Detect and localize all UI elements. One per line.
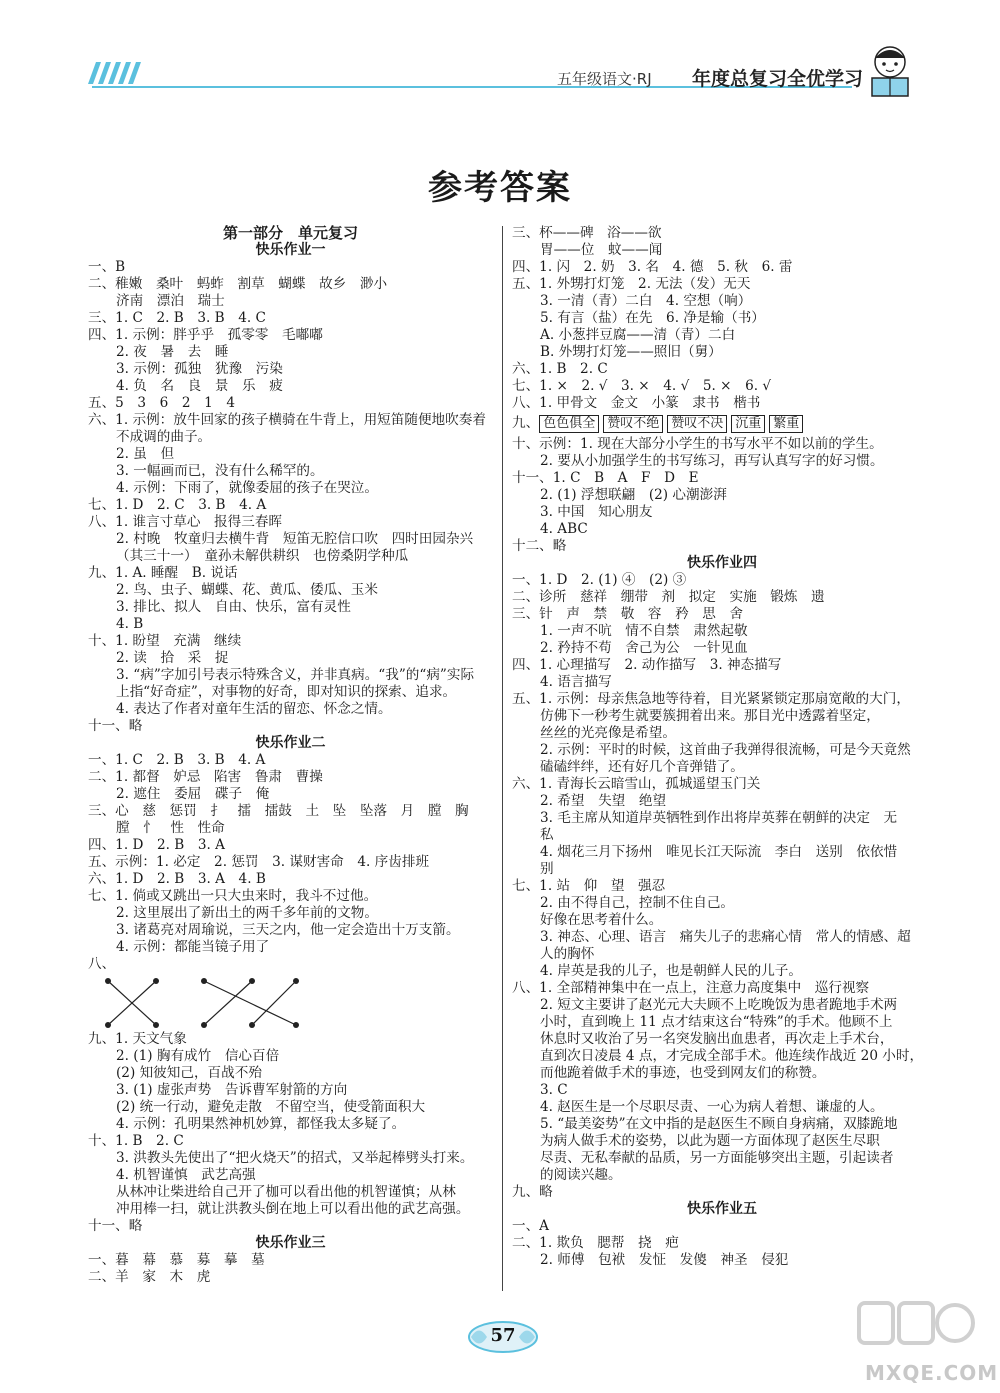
matching-dot xyxy=(249,1022,255,1028)
book-title: 年度总复习全优学习 xyxy=(692,68,864,90)
answer-line: 五、5 3 6 2 1 4 xyxy=(88,395,236,411)
matching-dot xyxy=(153,978,159,984)
matching-dot xyxy=(105,1022,111,1028)
matching-dot xyxy=(293,1022,299,1028)
answer-line: 六、1. 示例：放牛回家的孩子横骑在牛背上，用短笛随便地吹奏着 xyxy=(88,412,486,428)
matching-lines-diagram xyxy=(102,975,302,1031)
answer-line-continued: 2. 虽 但 xyxy=(116,446,175,462)
answer-line-continued: 4. 烟花三月下扬州 唯见长江天际流 李白 送别 依依惜 xyxy=(540,844,898,860)
answer-line-continued: 4. 负 名 良 景 乐 疲 xyxy=(116,378,283,394)
answer-line-continued: 2. 村晚 牧童归去横牛背 短笛无腔信口吹 四时田园杂兴 xyxy=(116,531,474,547)
answer-line: 七、1. × 2. √ 3. × 4. √ 5. × 6. √ xyxy=(512,378,772,394)
answer-line: 四、1. 闪 2. 奶 3. 名 4. 德 5. 秋 6. 雷 xyxy=(512,259,793,275)
answer-line: 十一、1. C B A F D E xyxy=(512,470,699,486)
page-header xyxy=(0,0,1000,110)
answer-line-continued: 冲用棒一扫，就让洪教头倒在地上可以看出他的武艺高强。 xyxy=(116,1201,470,1217)
answer-line-continued: 2. 希望 失望 绝望 xyxy=(540,793,667,809)
answer-line: 八、1. 全部精神集中在一点上，注意力高度集中 巡行视察 xyxy=(512,980,870,996)
answer-line: 四、1. 心理描写 2. 动作描写 3. 神态描写 xyxy=(512,657,782,673)
idiom-box: 沉重 xyxy=(731,415,765,433)
answer-line: 九、1. 天文气象 xyxy=(88,1031,187,1047)
matching-dot xyxy=(249,978,255,984)
answer-line-continued: 3. C xyxy=(540,1082,568,1098)
idiom-box: 色色俱全 xyxy=(539,415,599,433)
section-heading: 快乐作业二 xyxy=(255,735,326,751)
answer-line: 一、A xyxy=(512,1218,550,1234)
answer-line: 十、1. 盼望 充满 继续 xyxy=(88,633,242,649)
answer-line-continued: 4. 机智谨慎 武艺高强 xyxy=(116,1167,256,1183)
answer-line-continued: 胃——位 蚊——闻 xyxy=(540,242,663,258)
answer-line-continued: 2. 要从小加强学生的书写练习，再写认真写字的好习惯。 xyxy=(540,453,884,469)
answer-line: 二、羊 家 木 虎 xyxy=(88,1269,211,1285)
answer-line-continued: 2. 由不得自己，控制不住自己。 xyxy=(540,895,735,911)
answer-line-continued: 3. 洪教头先使出了“把火烧天”的招式，又举起棒劈头打来。 xyxy=(116,1150,474,1166)
page-number: 57 xyxy=(490,1325,516,1346)
answer-line-continued: 私 xyxy=(540,827,554,843)
idiom-box: 赞叹不决 xyxy=(667,415,727,433)
answer-line: 一、1. D 2. (1) ④ (2) ③ xyxy=(512,572,687,588)
watermark-text: MXQE.COM xyxy=(865,1361,999,1385)
page-title: 参考答案 xyxy=(428,168,572,208)
answer-line: 八、1. 谁言寸草心 报得三春晖 xyxy=(88,514,283,530)
answer-line: 七、1. D 2. C 3. B 4. A xyxy=(88,497,267,513)
section-heading: 快乐作业一 xyxy=(255,242,326,258)
answer-line: 三、杯——碑 浴——欲 xyxy=(512,225,662,241)
answer-line-continued: 不成调的曲子。 xyxy=(116,429,212,445)
answer-line-continued: 2. 鸟、虫子、蝴蝶、花、黄瓜、倭瓜、玉米 xyxy=(116,582,378,598)
answer-line-continued: B. 外甥打灯笼——照旧（舅） xyxy=(540,344,722,360)
answer-line: 六、1. B 2. C xyxy=(512,361,608,377)
answer-line-continued: 丝丝的光亮像是希望。 xyxy=(540,725,676,741)
answer-line: 二、诊所 慈祥 绷带 剂 拟定 实施 锻炼 遗 xyxy=(512,589,825,605)
section-heading: 快乐作业五 xyxy=(687,1201,757,1217)
page-footer xyxy=(465,1318,541,1356)
answer-line-continued: 2. 遮住 委屈 碟子 俺 xyxy=(116,786,270,802)
answer-line-continued: 3. 神态、心理、语言 痛失儿子的悲痛心情 常人的情感、超 xyxy=(540,929,911,945)
answer-line: 七、1. 倘或又跳出一只大虫来时，我斗不过他。 xyxy=(88,888,378,904)
answer-line-continued: 3. (1) 虚张声势 告诉曹军射箭的方向 xyxy=(116,1082,348,1098)
answer-line-continued: 直到次日凌晨 4 点，才完成全部手术。他连续作战近 20 小时， xyxy=(540,1048,924,1064)
answer-line: 一、1. C 2. B 3. B 4. A xyxy=(88,752,266,768)
watermark-logo-icon xyxy=(855,1295,975,1361)
answer-line-continued: 为病人做手术的姿势，以此为题一方面体现了赵医生尽职 xyxy=(540,1133,880,1149)
matching-label: 八、 xyxy=(88,956,116,972)
answer-line: 八、1. 甲骨文 金文 小篆 隶书 楷书 xyxy=(512,395,761,411)
answer-line-continued: 济南 漂泊 瑞士 xyxy=(116,293,225,309)
header-stripes-decoration xyxy=(92,62,152,84)
answer-line-continued: 仿佛下一秒考生就要簇拥着出来。那目光中透露着坚定， xyxy=(540,708,880,724)
watermark xyxy=(855,1295,999,1385)
section-heading: 快乐作业三 xyxy=(255,1235,326,1251)
answer-line-continued: 4. 语言描写 xyxy=(540,674,612,690)
column-divider xyxy=(502,226,503,1291)
answer-column-right xyxy=(512,225,932,1269)
answer-line-continued: 5. 有言（盐）在先 6. 净是输（书） xyxy=(540,310,765,326)
answer-line-continued: 3. “病”字加引号表示特殊含义，并非真病。“我”的“病”实际 xyxy=(116,667,475,683)
answer-line-continued: 小时，直到晚上 11 点才结束这台“特殊”的手术。他顾不上 xyxy=(540,1014,893,1030)
answer-line-continued: 休息时又收治了另一名突发脑出血患者，再次走上手术台， xyxy=(540,1031,894,1047)
section-heading: 快乐作业四 xyxy=(687,555,757,571)
answer-line-continued: 膛 忄 性 性命 xyxy=(116,820,225,836)
answer-line-continued: 4. 表达了作者对童年生活的留恋、怀念之情。 xyxy=(116,701,392,717)
answer-line: 一、B xyxy=(88,259,126,275)
idiom-box: 繁重 xyxy=(769,415,803,433)
answer-line-continued: 而他跪着做手术的事迹，也受到网友们的称赞。 xyxy=(540,1065,826,1081)
idiom-boxes-question xyxy=(512,415,932,433)
matching-dot xyxy=(201,1022,207,1028)
answer-line-continued: 2. 短文主要讲了赵光元大夫顾不上吃晚饭为患者跪地手术两 xyxy=(540,997,898,1013)
answer-line: 二、1. 都督 妒忌 陷害 鲁肃 曹操 xyxy=(88,769,323,785)
answer-line: 四、1. 示例：胖乎乎 孤零零 毛嘟嘟 xyxy=(88,327,323,343)
reading-child-icon xyxy=(860,40,920,102)
answer-line-continued: 从林冲让柴进给自己开了枷可以看出他的机智谨慎；从林 xyxy=(116,1184,456,1200)
matching-line xyxy=(204,981,252,1025)
answer-line-continued: 尽责、无私奉献的品质，另一方面能够突出主题，引起读者 xyxy=(540,1150,894,1166)
answer-line: 五、1. 示例：母亲焦急地等待着，目光紧紧锁定那扇宽敞的大门， xyxy=(512,691,910,707)
answer-line: 十一、略 xyxy=(88,718,143,734)
answer-line: 二、1. 欺负 腮帮 挠 疤 xyxy=(512,1235,679,1251)
answer-line-continued: 2. 师傅 包袱 发怔 发傻 神圣 侵犯 xyxy=(540,1252,789,1268)
answer-line-continued: 4. 赵医生是一个尽职尽责、一心为病人着想、谦虚的人。 xyxy=(540,1099,884,1115)
answer-line: 五、1. 外甥打灯笼 2. 无法（发）无天 xyxy=(512,276,751,292)
answer-line: 九、1. A. 睡醒 B. 说话 xyxy=(88,565,238,581)
answer-line-continued: 5. “最美姿势”在文中指的是赵医生不顾自身病痛，双膝跪地 xyxy=(540,1116,898,1132)
answer-line: 三、1. C 2. B 3. B 4. C xyxy=(88,310,266,326)
idiom-boxes-label: 九、 xyxy=(512,415,540,431)
answer-line-continued: 4. 示例：孔明果然神机妙算，都怪我太多疑了。 xyxy=(116,1116,406,1132)
grade-label: 五年级语文·RJ xyxy=(557,70,652,88)
answer-line-continued: 3. 毛主席从知道岸英牺牲到作出将岸英葬在朝鲜的决定 无 xyxy=(540,810,898,826)
answer-line-continued: 3. 一清（青）二白 4. 空想（响） xyxy=(540,293,752,309)
answer-line-continued: 3. 诸葛亮对周瑜说，三天之内，他一定会造出十万支箭。 xyxy=(116,922,460,938)
answer-line: 十二、略 xyxy=(512,538,567,554)
answer-line: 十、1. B 2. C xyxy=(88,1133,184,1149)
matching-line xyxy=(204,981,296,1025)
answer-line-continued: 2. 读 拾 采 捉 xyxy=(116,650,229,666)
answer-line-continued: 1. 一声不吭 情不自禁 肃然起敬 xyxy=(540,623,748,639)
matching-dot xyxy=(105,978,111,984)
answer-line: 二、稚嫩 桑叶 蚂蚱 割草 蝴蝶 故乡 渺小 xyxy=(88,276,388,292)
answer-line-continued: 3. 一幅画而已，没有什么稀罕的。 xyxy=(116,463,324,479)
answer-line-continued: 4. B xyxy=(116,616,144,632)
matching-dot xyxy=(201,978,207,984)
answer-line-continued: 2. (1) 浮想联翩 (2) 心潮澎湃 xyxy=(540,487,727,503)
matching-question xyxy=(88,956,493,1031)
answer-line: 四、1. D 2. B 3. A xyxy=(88,837,225,853)
section-heading: 第一部分 单元复习 xyxy=(222,224,358,242)
answer-line: 六、1. D 2. B 3. A 4. B xyxy=(88,871,266,887)
answer-line: 十、示例：1. 现在大部分小学生的书写水平不如以前的学生。 xyxy=(512,436,883,452)
answer-column-left xyxy=(88,225,493,1286)
answer-line-continued: 3. 排比、拟人 自由、快乐，富有灵性 xyxy=(116,599,351,615)
answer-line: 六、1. 青海长云暗雪山，孤城遥望玉门关 xyxy=(512,776,761,792)
idiom-box: 赞叹不绝 xyxy=(603,415,663,433)
answer-line-continued: 4. 示例：都能当镜子用了 xyxy=(116,939,270,955)
answer-line-continued: 人的胸怀 xyxy=(540,946,595,962)
answer-line-continued: （其三十一） 童孙未解供耕织 也傍桑阴学种瓜 xyxy=(116,548,409,564)
matching-dot xyxy=(293,978,299,984)
answer-line-continued: 2. 这里展出了新出土的两千多年前的文物。 xyxy=(116,905,378,921)
answer-line: 三、心 慈 惩罚 扌 擂 擂鼓 土 坠 坠落 月 膛 胸 xyxy=(88,803,469,819)
matching-line xyxy=(252,981,296,1025)
answer-line-continued: 3. 中国 知心朋友 xyxy=(540,504,653,520)
answer-line-continued: 的阅读兴趣。 xyxy=(540,1167,622,1183)
answer-line-continued: 3. 示例：孤独 犹豫 污染 xyxy=(116,361,283,377)
answer-line-continued: 好像在思考着什么。 xyxy=(540,912,663,928)
answer-line: 七、1. 站 仰 望 强忍 xyxy=(512,878,666,894)
answer-line-continued: 别 xyxy=(540,861,554,877)
matching-dot xyxy=(153,1022,159,1028)
answer-line-continued: 4. ABC xyxy=(540,521,588,537)
answer-line-continued: 2. 夜 暑 去 睡 xyxy=(116,344,229,360)
answer-line-continued: (2) 知彼知己，百战不殆 xyxy=(116,1065,262,1081)
answer-line: 九、略 xyxy=(512,1184,553,1200)
answer-line-continued: 2. 矜持不苟 舍己为公 一针见血 xyxy=(540,640,748,656)
answer-line-continued: (2) 统一行动，避免走散 不留空当，使受箭面积大 xyxy=(116,1099,426,1115)
answer-line-continued: 2. (1) 胸有成竹 信心百倍 xyxy=(116,1048,280,1064)
answer-line-continued: A. 小葱拌豆腐——清（青）二白 xyxy=(540,327,736,343)
answer-line-continued: 4. 示例：下雨了，就像委屈的孩子在哭泣。 xyxy=(116,480,378,496)
answer-line: 十一、略 xyxy=(88,1218,143,1234)
answer-line-continued: 上指“好奇症”，对事物的好奇，即对知识的探索、追求。 xyxy=(116,684,457,700)
answer-line-continued: 2. 示例：平时的时候，这首曲子我弹得很流畅，可是今天竟然 xyxy=(540,742,911,758)
answer-line: 一、暮 幕 慕 募 摹 墓 xyxy=(88,1252,265,1268)
answer-line: 三、针 声 禁 敬 容 矜 思 舍 xyxy=(512,606,744,622)
answer-line: 五、示例：1. 必定 2. 惩罚 3. 谋财害命 4. 序齿排班 xyxy=(88,854,430,870)
answer-line-continued: 4. 岸英是我的儿子，也是朝鲜人民的儿子。 xyxy=(540,963,802,979)
answer-line-continued: 磕磕绊绊，还有好几个音弹错了。 xyxy=(540,759,744,775)
